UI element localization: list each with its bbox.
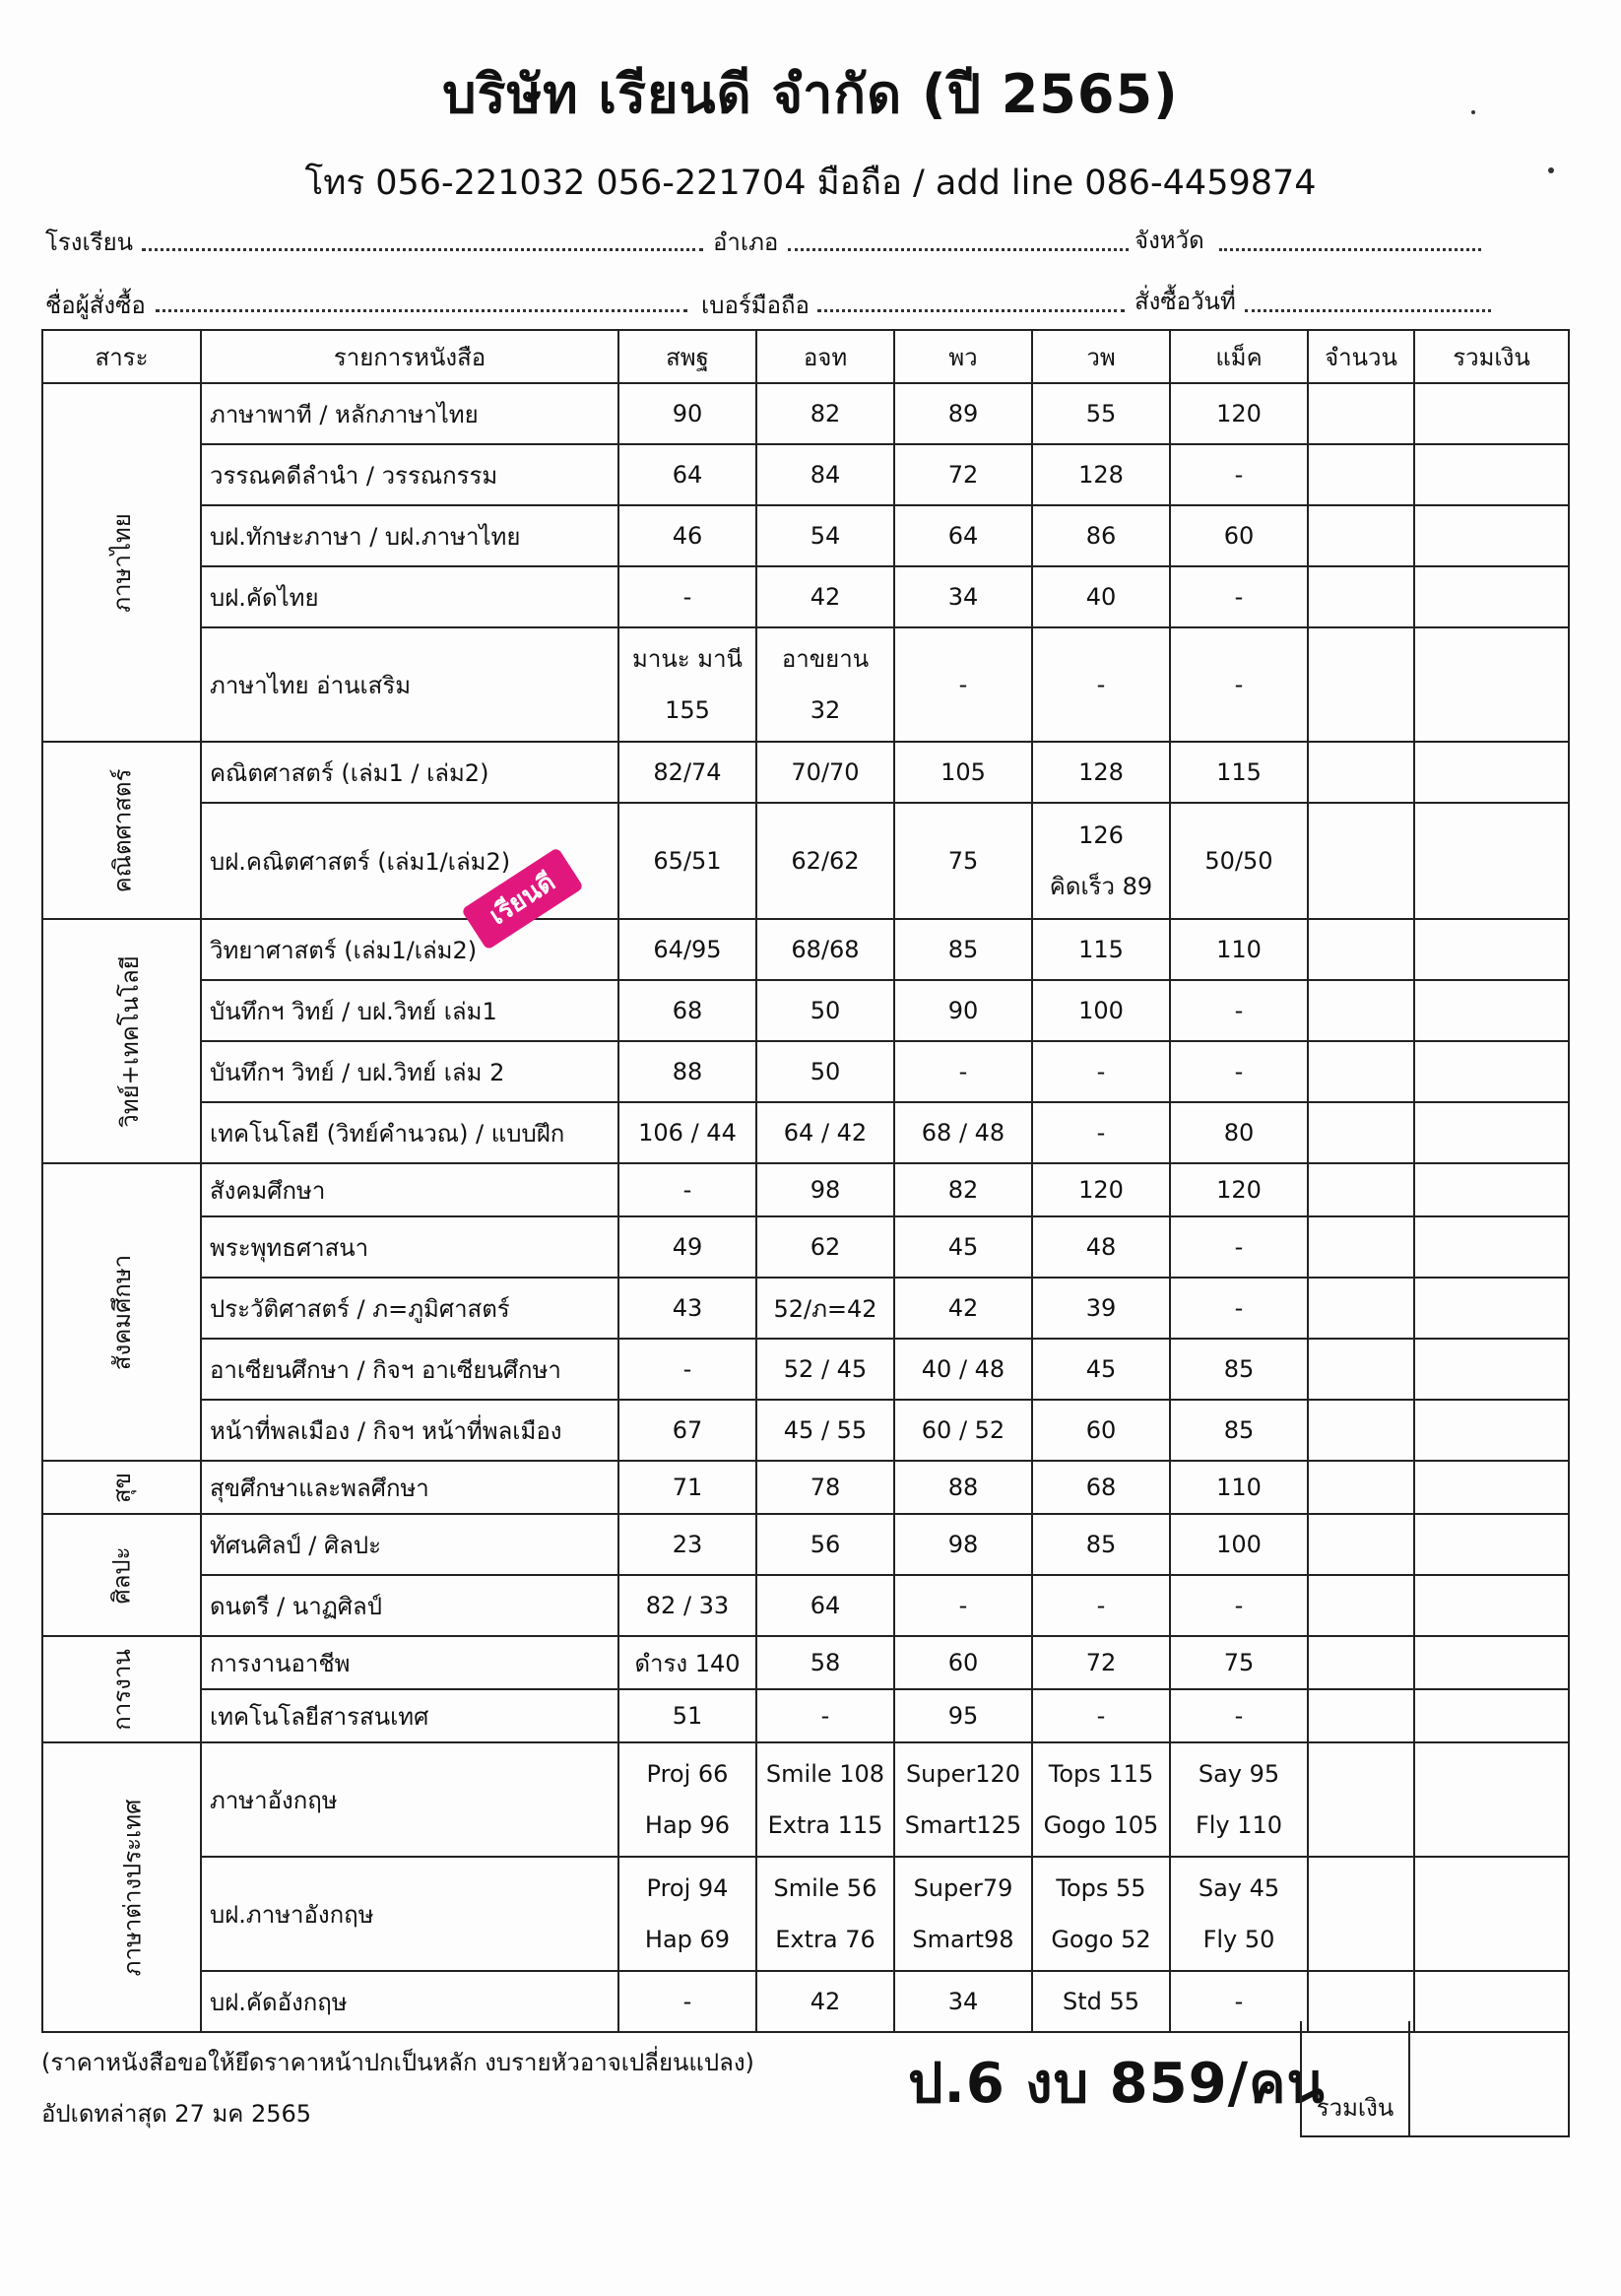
price-cell: - xyxy=(618,566,756,627)
subtotal-cell[interactable] xyxy=(1414,803,1569,919)
price-cell: - xyxy=(1170,566,1308,627)
price-cell: 64 xyxy=(618,444,756,505)
price-cell: 71 xyxy=(618,1461,756,1514)
subtotal-cell[interactable] xyxy=(1414,1636,1569,1689)
price-line: Say 45 xyxy=(1198,1874,1280,1902)
subject-cell xyxy=(42,1636,201,1742)
subtotal-cell[interactable] xyxy=(1414,919,1569,980)
price-cell: - xyxy=(1170,1971,1308,2032)
price-cell: 95 xyxy=(894,1689,1032,1742)
price-cell: - xyxy=(1032,1689,1170,1742)
price-cell xyxy=(1170,1742,1308,1857)
price-cell: 80 xyxy=(1170,1102,1308,1163)
price-cell: 42 xyxy=(756,1971,894,2032)
price-cell: 85 xyxy=(1170,1339,1308,1400)
price-cell: 115 xyxy=(1032,919,1170,980)
price-cell: 68 / 48 xyxy=(894,1102,1032,1163)
price-cell: 60 xyxy=(1170,505,1308,566)
book-title-cell: บฝ.คณิตศาสตร์ (เล่ม1/เล่ม2) xyxy=(201,803,618,919)
price-cell: 82/74 xyxy=(618,742,756,803)
subtotal-cell[interactable] xyxy=(1414,1041,1569,1102)
quantity-cell[interactable] xyxy=(1308,742,1414,803)
column-header: รวมเงิน xyxy=(1414,330,1569,383)
price-cell: - xyxy=(1032,627,1170,742)
grand-total-label: รวมเงิน xyxy=(1316,2094,1394,2122)
price-cell: 34 xyxy=(894,566,1032,627)
price-cell: 52/ภ=42 xyxy=(756,1278,894,1339)
price-line: Smile 108 xyxy=(765,1760,885,1788)
price-cell xyxy=(1170,1857,1308,1971)
price-line: อาขยาน xyxy=(781,645,870,673)
total-divider xyxy=(1408,2021,1410,2135)
quantity-cell[interactable] xyxy=(1308,1636,1414,1689)
price-cell: 68 xyxy=(618,980,756,1041)
subtotal-cell[interactable] xyxy=(1414,1461,1569,1514)
price-line: Proj 66 xyxy=(646,1760,729,1788)
price-cell: 50 xyxy=(756,1041,894,1102)
quantity-cell[interactable] xyxy=(1308,980,1414,1041)
price-cell xyxy=(1032,1857,1170,1971)
price-cell: 51 xyxy=(618,1689,756,1742)
price-cell: 40 xyxy=(1032,566,1170,627)
book-title-cell: สังคมศึกษา xyxy=(201,1163,618,1216)
table-row xyxy=(42,1461,1569,1514)
quantity-cell[interactable] xyxy=(1308,1339,1414,1400)
price-cell: 42 xyxy=(756,566,894,627)
book-title-cell: การงานอาชีพ xyxy=(201,1636,618,1689)
budget-per-student: ป.6 งบ 859/คน xyxy=(908,2052,1326,2116)
table-row xyxy=(42,803,1569,919)
table-row xyxy=(42,1102,1569,1163)
price-cell: 128 xyxy=(1032,444,1170,505)
book-title-cell: อาเซียนศึกษา / กิจฯ อาเซียนศึกษา xyxy=(201,1339,618,1400)
price-line: 155 xyxy=(665,696,710,724)
price-cell: - xyxy=(894,627,1032,742)
price-cell: 49 xyxy=(618,1216,756,1278)
table-row xyxy=(42,919,1569,980)
book-title-cell: วรรณคดีลำนำ / วรรณกรรม xyxy=(201,444,618,505)
price-cell: 120 xyxy=(1170,383,1308,444)
price-cell xyxy=(756,1857,894,1971)
table-row xyxy=(42,1400,1569,1461)
price-cell: 60 / 52 xyxy=(894,1400,1032,1461)
price-cell: 86 xyxy=(1032,505,1170,566)
price-note: (ราคาหนังสือขอให้ยึดราคาหน้าปกเป็นหลัก งบรายหัวอาจเปลี่ยนแปลง) xyxy=(41,2049,754,2076)
price-cell: 65/51 xyxy=(618,803,756,919)
subtotal-cell[interactable] xyxy=(1414,1216,1569,1278)
price-cell: - xyxy=(1170,980,1308,1041)
table-row xyxy=(42,980,1569,1041)
buyer-name-input-line[interactable] xyxy=(156,309,687,312)
contact-phone-line: โทร 056-221032 056-221704 มือถือ / add line 086-4459874 xyxy=(304,164,1317,203)
subtotal-cell[interactable] xyxy=(1414,1102,1569,1163)
subtotal-cell[interactable] xyxy=(1414,1575,1569,1636)
price-cell: 67 xyxy=(618,1400,756,1461)
price-cell xyxy=(618,1857,756,1971)
price-cell: 56 xyxy=(756,1514,894,1575)
price-line: Tops 115 xyxy=(1048,1760,1154,1788)
quantity-cell[interactable] xyxy=(1308,1041,1414,1102)
price-line: คิดเร็ว 89 xyxy=(1049,873,1153,900)
table-row xyxy=(42,627,1569,742)
province-input-line[interactable] xyxy=(1219,248,1481,251)
quantity-cell[interactable] xyxy=(1308,566,1414,627)
price-cell: - xyxy=(1170,627,1308,742)
book-title-cell: คณิตศาสตร์ (เล่ม1 / เล่ม2) xyxy=(201,742,618,803)
price-cell: - xyxy=(1032,1041,1170,1102)
quantity-cell[interactable] xyxy=(1308,1857,1414,1971)
quantity-cell[interactable] xyxy=(1308,1102,1414,1163)
price-cell: - xyxy=(1170,1216,1308,1278)
quantity-cell[interactable] xyxy=(1308,1461,1414,1514)
book-title-cell: บันทึกฯ วิทย์ / บฝ.วิทย์ เล่ม1 xyxy=(201,980,618,1041)
price-cell: 60 xyxy=(1032,1400,1170,1461)
order-date-input-line[interactable] xyxy=(1245,309,1491,312)
table-row xyxy=(42,383,1569,444)
subject-cell xyxy=(42,1163,201,1461)
subject-cell xyxy=(42,1514,201,1636)
quantity-cell[interactable] xyxy=(1308,1514,1414,1575)
price-line: Proj 94 xyxy=(646,1874,729,1902)
column-header: แม็ค xyxy=(1170,330,1308,383)
price-line: Gogo 105 xyxy=(1043,1811,1159,1839)
price-line: Fly 110 xyxy=(1195,1811,1283,1839)
price-cell: 46 xyxy=(618,505,756,566)
subtotal-cell[interactable] xyxy=(1414,1689,1569,1742)
subject-label: สุข xyxy=(108,1472,136,1503)
grand-total-box xyxy=(1300,2021,1570,2137)
price-cell: 110 xyxy=(1170,919,1308,980)
table-row xyxy=(42,1857,1569,1971)
price-cell: 50 xyxy=(756,980,894,1041)
column-header: รายการหนังสือ xyxy=(201,330,618,383)
book-title-cell: บฝ.ทักษะภาษา / บฝ.ภาษาไทย xyxy=(201,505,618,566)
price-cell: 82 / 33 xyxy=(618,1575,756,1636)
price-cell: - xyxy=(618,1971,756,2032)
quantity-cell[interactable] xyxy=(1308,1575,1414,1636)
price-cell xyxy=(756,1742,894,1857)
price-cell: - xyxy=(1170,1041,1308,1102)
price-cell: 88 xyxy=(894,1461,1032,1514)
price-cell: 110 xyxy=(1170,1461,1308,1514)
book-title-cell: บฝ.คัดอังกฤษ xyxy=(201,1971,618,2032)
price-line: Smart98 xyxy=(912,1926,1014,1953)
price-cell: - xyxy=(1032,1102,1170,1163)
table-row xyxy=(42,742,1569,803)
price-cell: - xyxy=(618,1163,756,1216)
price-cell: 105 xyxy=(894,742,1032,803)
last-updated: อัปเดทล่าสุด 27 มค 2565 xyxy=(41,2100,312,2128)
price-cell: 70/70 xyxy=(756,742,894,803)
price-cell: 48 xyxy=(1032,1216,1170,1278)
price-cell: - xyxy=(1032,1575,1170,1636)
table-row xyxy=(42,1689,1569,1742)
price-cell: 50/50 xyxy=(1170,803,1308,919)
price-cell: 89 xyxy=(894,383,1032,444)
price-cell: 90 xyxy=(894,980,1032,1041)
price-cell: 128 xyxy=(1032,742,1170,803)
column-header: จำนวน xyxy=(1308,330,1414,383)
quantity-cell[interactable] xyxy=(1308,1689,1414,1742)
price-cell: 98 xyxy=(894,1514,1032,1575)
price-cell: 34 xyxy=(894,1971,1032,2032)
subject-cell xyxy=(42,742,201,919)
price-line: Hap 69 xyxy=(644,1926,731,1953)
subject-label: ภาษาไทย xyxy=(107,512,136,613)
subtotal-cell[interactable] xyxy=(1414,1339,1569,1400)
price-cell: - xyxy=(1170,1575,1308,1636)
book-title-cell: พระพุทธศาสนา xyxy=(201,1216,618,1278)
subject-label: ภาษาต่างประเทศ xyxy=(118,1799,147,1976)
price-line: Extra 76 xyxy=(775,1926,875,1953)
price-cell: 75 xyxy=(894,803,1032,919)
price-cell: 42 xyxy=(894,1278,1032,1339)
province-label: จังหวัด xyxy=(1135,227,1204,254)
price-cell: 120 xyxy=(1032,1163,1170,1216)
price-cell: 64/95 xyxy=(618,919,756,980)
book-title-cell: วิทยาศาสตร์ (เล่ม1/เล่ม2) xyxy=(201,919,618,980)
district-input-line[interactable] xyxy=(788,248,1129,251)
school-input-line[interactable] xyxy=(142,248,703,251)
quantity-cell[interactable] xyxy=(1308,1742,1414,1857)
price-cell: 68 xyxy=(1032,1461,1170,1514)
quantity-cell[interactable] xyxy=(1308,803,1414,919)
price-cell: 40 / 48 xyxy=(894,1339,1032,1400)
table-row xyxy=(42,1742,1569,1857)
book-title-cell: สุขศึกษาและพลศึกษา xyxy=(201,1461,618,1514)
subtotal-cell[interactable] xyxy=(1414,1400,1569,1461)
price-line: Fly 50 xyxy=(1202,1926,1275,1953)
brand-stamp: เรียนดี xyxy=(461,847,584,951)
price-line: 126 xyxy=(1078,821,1124,849)
mobile-input-line[interactable] xyxy=(817,309,1125,312)
book-title-cell: ภาษาไทย อ่านเสริม xyxy=(201,627,618,742)
school-label: โรงเรียน xyxy=(45,229,134,256)
subtotal-cell[interactable] xyxy=(1414,505,1569,566)
price-line: Tops 55 xyxy=(1056,1874,1146,1902)
price-cell: 100 xyxy=(1170,1514,1308,1575)
table-row xyxy=(42,1041,1569,1102)
quantity-cell[interactable] xyxy=(1308,627,1414,742)
price-cell: 64 xyxy=(756,1575,894,1636)
table-row xyxy=(42,1636,1569,1689)
price-cell: 100 xyxy=(1032,980,1170,1041)
subtotal-cell[interactable] xyxy=(1414,980,1569,1041)
price-line: Hap 96 xyxy=(644,1811,731,1839)
price-cell xyxy=(756,627,894,742)
price-line: Extra 115 xyxy=(767,1811,883,1839)
subject-cell xyxy=(42,1742,201,2032)
price-cell: 84 xyxy=(756,444,894,505)
subject-label: การงาน xyxy=(108,1648,136,1731)
table-row xyxy=(42,1514,1569,1575)
price-cell: 39 xyxy=(1032,1278,1170,1339)
column-header: สพฐ xyxy=(618,330,756,383)
quantity-cell[interactable] xyxy=(1308,383,1414,444)
quantity-cell[interactable] xyxy=(1308,1216,1414,1278)
price-cell: 45 xyxy=(894,1216,1032,1278)
price-line: Smile 56 xyxy=(773,1874,877,1902)
table-row xyxy=(42,1278,1569,1339)
price-cell: 45 / 55 xyxy=(756,1400,894,1461)
quantity-cell[interactable] xyxy=(1308,1400,1414,1461)
subject-label: คณิตศาสตร์ xyxy=(108,768,136,892)
price-cell: - xyxy=(894,1575,1032,1636)
table-row xyxy=(42,444,1569,505)
price-cell: 62 xyxy=(756,1216,894,1278)
price-cell: - xyxy=(756,1689,894,1742)
price-cell: 98 xyxy=(756,1163,894,1216)
buyer-name-label: ชื่อผู้สั่งซื้อ xyxy=(45,292,146,319)
table-row xyxy=(42,1216,1569,1278)
book-title-cell: ทัศนศิลป์ / ศิลปะ xyxy=(201,1514,618,1575)
subtotal-cell[interactable] xyxy=(1414,1163,1569,1216)
subtotal-cell[interactable] xyxy=(1414,383,1569,444)
quantity-cell[interactable] xyxy=(1308,1163,1414,1216)
price-line: มานะ มานี xyxy=(632,645,743,673)
price-cell: 78 xyxy=(756,1461,894,1514)
price-cell: 58 xyxy=(756,1636,894,1689)
book-title-cell: เทคโนโลยีสารสนเทศ xyxy=(201,1689,618,1742)
subtotal-cell[interactable] xyxy=(1414,1742,1569,1857)
price-cell: 85 xyxy=(1170,1400,1308,1461)
price-cell: 62/62 xyxy=(756,803,894,919)
price-cell: - xyxy=(618,1339,756,1400)
book-title-cell: บฝ.คัดไทย xyxy=(201,566,618,627)
subject-cell xyxy=(42,919,201,1163)
book-title-cell: ภาษาพาที / หลักภาษาไทย xyxy=(201,383,618,444)
quantity-cell[interactable] xyxy=(1308,919,1414,980)
price-cell: - xyxy=(894,1041,1032,1102)
price-cell xyxy=(1032,1742,1170,1857)
price-cell: 43 xyxy=(618,1278,756,1339)
price-cell xyxy=(894,1742,1032,1857)
price-cell: ดำรง 140 xyxy=(618,1636,756,1689)
price-cell: 64 xyxy=(894,505,1032,566)
table-header-row xyxy=(42,330,1569,383)
price-cell xyxy=(618,1742,756,1857)
book-order-table xyxy=(41,329,1570,2033)
subtotal-cell[interactable] xyxy=(1414,444,1569,505)
subject-cell xyxy=(42,1461,201,1514)
price-line: Gogo 52 xyxy=(1051,1926,1151,1953)
subtotal-cell[interactable] xyxy=(1414,627,1569,742)
price-line: 32 xyxy=(810,696,841,724)
column-header: วพ xyxy=(1032,330,1170,383)
order-date-label: สั่งซื้อวันที่ xyxy=(1135,288,1236,315)
price-cell: 85 xyxy=(894,919,1032,980)
subject-label: สังคมศึกษา xyxy=(108,1254,136,1370)
price-cell: 106 / 44 xyxy=(618,1102,756,1163)
price-cell: 82 xyxy=(894,1163,1032,1216)
subtotal-cell[interactable] xyxy=(1414,566,1569,627)
price-cell: 115 xyxy=(1170,742,1308,803)
table-body xyxy=(42,383,1569,2032)
price-cell: 72 xyxy=(894,444,1032,505)
book-title-cell: บฝ.ภาษาอังกฤษ xyxy=(201,1857,618,1971)
table-row xyxy=(42,1163,1569,1216)
column-header: สาระ xyxy=(42,330,201,383)
mobile-label: เบอร์มือถือ xyxy=(701,292,810,319)
subtotal-cell[interactable] xyxy=(1414,1857,1569,1971)
price-cell: 75 xyxy=(1170,1636,1308,1689)
price-cell: 120 xyxy=(1170,1163,1308,1216)
table-row xyxy=(42,566,1569,627)
scan-speck xyxy=(1471,110,1475,114)
price-cell: 64 / 42 xyxy=(756,1102,894,1163)
subject-label: ศิลปะ xyxy=(107,1545,136,1605)
price-cell: 72 xyxy=(1032,1636,1170,1689)
book-title-cell: บันทึกฯ วิทย์ / บฝ.วิทย์ เล่ม 2 xyxy=(201,1041,618,1102)
subject-cell xyxy=(42,383,201,742)
quantity-cell[interactable] xyxy=(1308,1278,1414,1339)
table-row xyxy=(42,1575,1569,1636)
scan-speck xyxy=(1548,167,1554,173)
subtotal-cell[interactable] xyxy=(1414,1278,1569,1339)
subtotal-cell[interactable] xyxy=(1414,1514,1569,1575)
price-line: Say 95 xyxy=(1198,1760,1280,1788)
price-line: Smart125 xyxy=(904,1811,1022,1839)
price-cell: 55 xyxy=(1032,383,1170,444)
price-cell xyxy=(1032,803,1170,919)
price-cell: 54 xyxy=(756,505,894,566)
price-cell: 45 xyxy=(1032,1339,1170,1400)
book-title-cell: เทคโนโลยี (วิทย์คำนวณ) / แบบฝึก xyxy=(201,1102,618,1163)
price-cell xyxy=(894,1857,1032,1971)
book-title-cell: ประวัติศาสตร์ / ภ=ภูมิศาสตร์ xyxy=(201,1278,618,1339)
book-title-cell: ภาษาอังกฤษ xyxy=(201,1742,618,1857)
column-header: พว xyxy=(894,330,1032,383)
price-cell: - xyxy=(1170,1689,1308,1742)
subtotal-cell[interactable] xyxy=(1414,742,1569,803)
price-line: Super79 xyxy=(913,1874,1013,1902)
table-row xyxy=(42,505,1569,566)
company-title: บริษัท เรียนดี จำกัด (ปี 2565) xyxy=(442,63,1179,125)
price-cell xyxy=(618,627,756,742)
subject-label: วิทย์+เทคโนโลยี xyxy=(115,954,144,1128)
price-cell: - xyxy=(1170,1278,1308,1339)
price-cell: - xyxy=(1170,444,1308,505)
price-cell: 88 xyxy=(618,1041,756,1102)
table-row xyxy=(42,1339,1569,1400)
quantity-cell[interactable] xyxy=(1308,444,1414,505)
quantity-cell[interactable] xyxy=(1308,505,1414,566)
column-header: อจท xyxy=(756,330,894,383)
price-cell: 68/68 xyxy=(756,919,894,980)
price-cell: 85 xyxy=(1032,1514,1170,1575)
price-cell: 52 / 45 xyxy=(756,1339,894,1400)
price-cell: Std 55 xyxy=(1032,1971,1170,2032)
price-cell: 82 xyxy=(756,383,894,444)
price-cell: 60 xyxy=(894,1636,1032,1689)
price-line: Super120 xyxy=(905,1760,1021,1788)
district-label: อำเภอ xyxy=(713,229,779,256)
price-cell: 23 xyxy=(618,1514,756,1575)
book-title-cell: ดนตรี / นาฏศิลป์ xyxy=(201,1575,618,1636)
book-title-cell: หน้าที่พลเมือง / กิจฯ หน้าที่พลเมือง xyxy=(201,1400,618,1461)
price-cell: 90 xyxy=(618,383,756,444)
